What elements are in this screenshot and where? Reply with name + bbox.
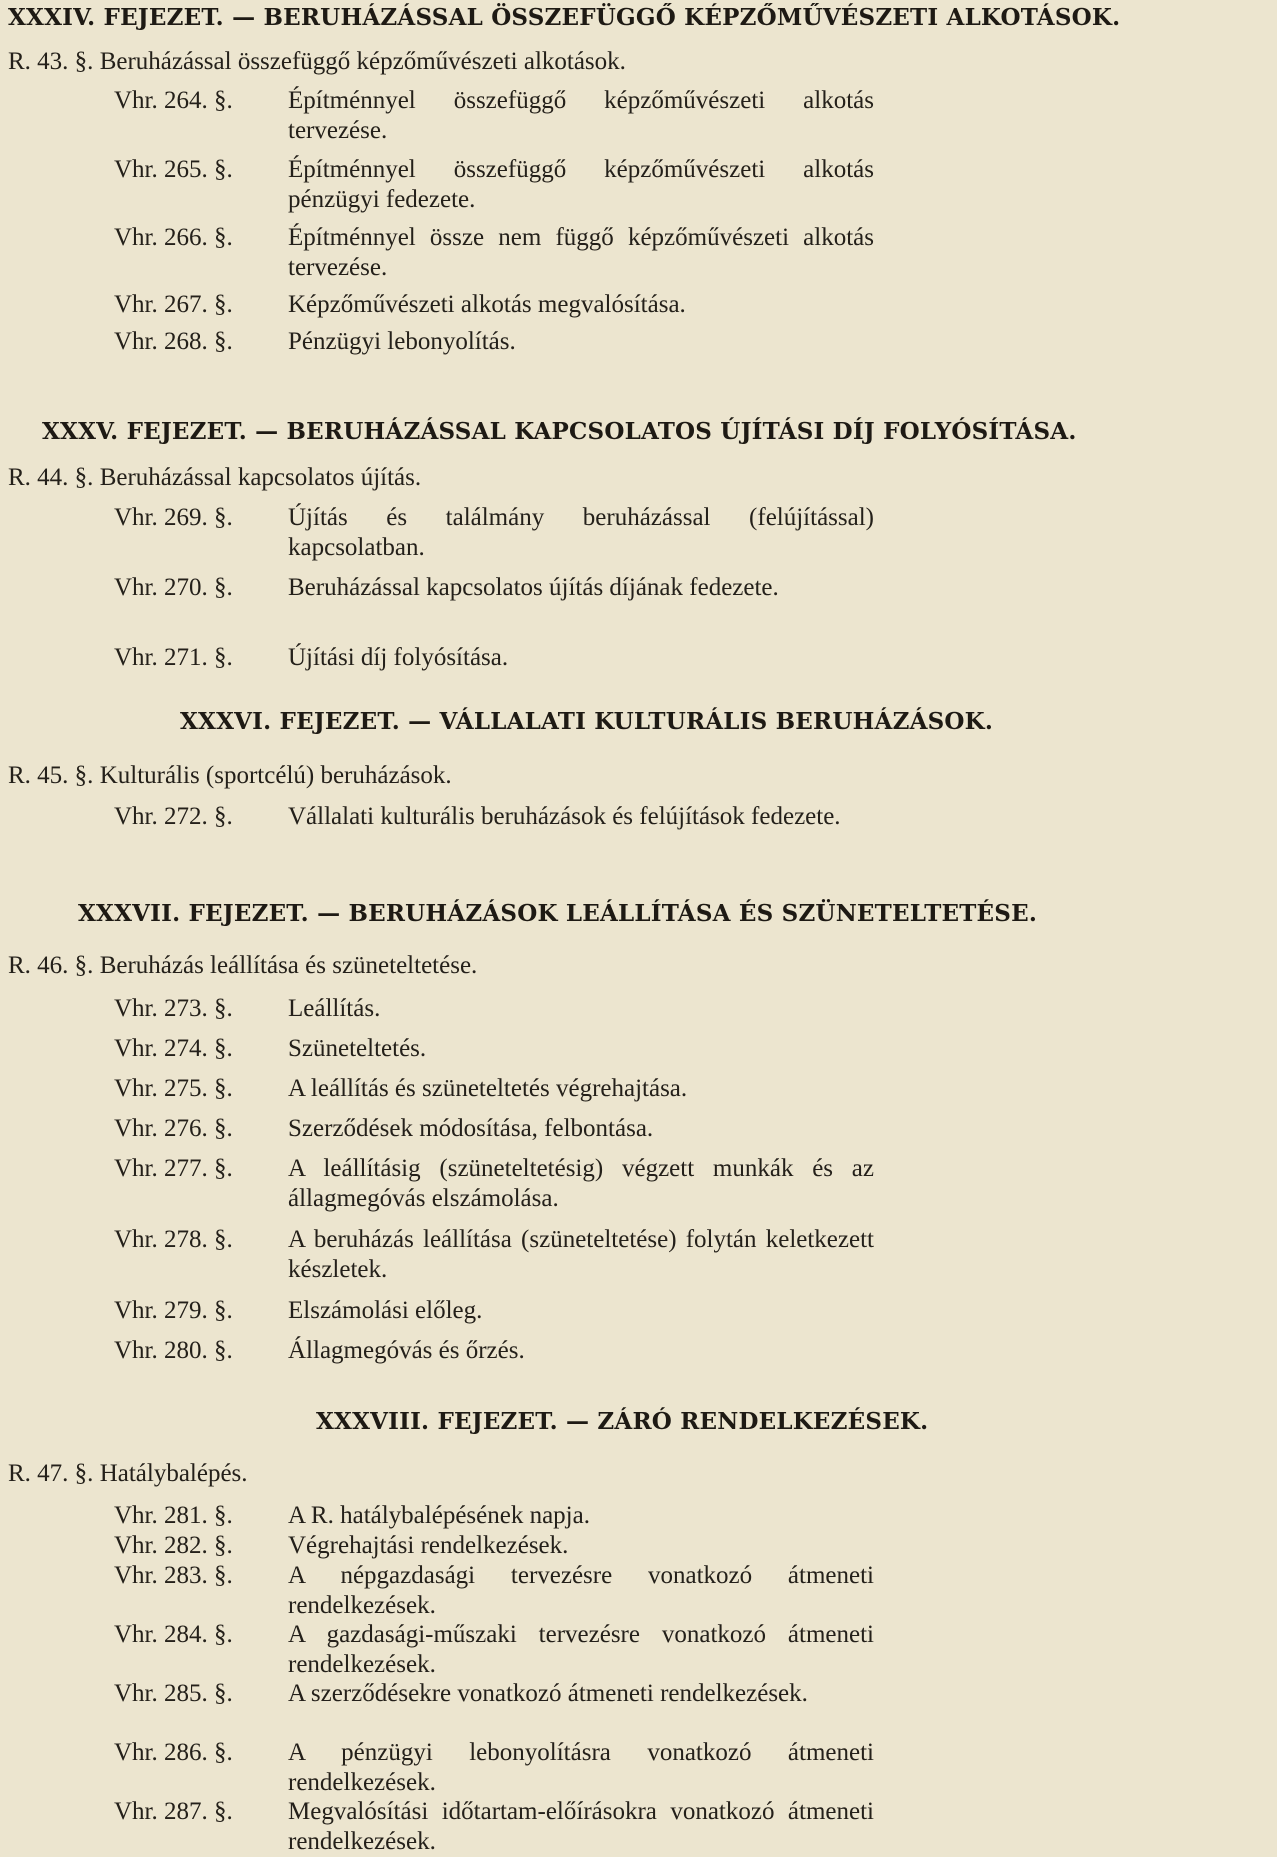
vhr-text: A szerződésekre vonatkozó átmeneti rendelkezések. — [288, 1680, 808, 1707]
vhr-item — [114, 1225, 874, 1285]
vhr-ref: Vhr. 267. §. — [114, 291, 233, 318]
vhr-ref: Vhr. 279. §. — [114, 1297, 233, 1324]
vhr-ref: Vhr. 280. §. — [114, 1337, 233, 1364]
vhr-ref: Vhr. 272. §. — [114, 803, 233, 830]
chapter-heading: XXXIV. FEJEZET. — BERUHÁZÁSSAL ÖSSZEFÜGGŐ KÉPZŐMŰVÉSZETI ALKOTÁSOK. — [8, 4, 1121, 31]
chapter-heading: XXXVIII. FEJEZET. — ZÁRÓ RENDELKEZÉSEK. — [316, 1408, 929, 1435]
vhr-ref: Vhr. 271. §. — [114, 644, 233, 671]
vhr-item — [114, 1738, 874, 1798]
vhr-text: A gazdasági-műszaki tervezésre vonatkozó átmeneti rendelkezések. — [288, 1621, 874, 1678]
vhr-ref: Vhr. 274. §. — [114, 1035, 233, 1062]
vhr-item — [114, 1074, 874, 1104]
vhr-item — [114, 573, 874, 603]
vhr-ref: Vhr. 273. §. — [114, 995, 233, 1022]
vhr-text: A leállításig (szüneteltetésig) végzett munkák és az állagmegóvás elszámolása. — [288, 1155, 874, 1212]
r-paragraph — [8, 48, 626, 76]
vhr-text: A R. hatálybalépésének napja. — [288, 1502, 590, 1529]
r-title: Hatálybalépés. — [99, 1460, 248, 1487]
vhr-ref: Vhr. 268. §. — [114, 328, 233, 355]
r-ref: R. 45. §. — [8, 762, 94, 789]
r-ref: R. 46. §. — [8, 952, 94, 979]
vhr-text: Képzőművészeti alkotás megvalósítása. — [288, 291, 686, 318]
r-title: Beruházás leállítása és szüneteltetése. — [99, 952, 478, 979]
vhr-text: Újítási díj folyósítása. — [288, 644, 509, 671]
r-ref: R. 47. §. — [8, 1460, 94, 1487]
vhr-item — [114, 1336, 874, 1366]
vhr-ref: Vhr. 275. §. — [114, 1075, 233, 1102]
vhr-text: Szerződések módosítása, felbontása. — [288, 1115, 654, 1142]
vhr-text: Építménnyel összefüggő képzőművészeti alkotás pénzügyi fedezete. — [288, 156, 874, 213]
vhr-text: Elszámolási előleg. — [288, 1297, 483, 1324]
vhr-text: A pénzügyi lebonyolításra vonatkozó átmeneti rendelkezések. — [288, 1739, 874, 1796]
vhr-item — [114, 802, 874, 832]
vhr-text: A leállítás és szüneteltetés végrehajtása. — [288, 1075, 688, 1102]
vhr-ref: Vhr. 264. §. — [114, 87, 233, 114]
vhr-ref: Vhr. 284. §. — [114, 1621, 233, 1648]
vhr-item — [114, 1797, 874, 1857]
vhr-item — [114, 223, 874, 283]
vhr-item — [114, 503, 874, 563]
vhr-item — [114, 327, 874, 357]
vhr-ref: Vhr. 283. §. — [114, 1562, 233, 1589]
r-paragraph — [8, 762, 452, 790]
vhr-item — [114, 1561, 874, 1621]
vhr-ref: Vhr. 269. §. — [114, 504, 233, 531]
vhr-item — [114, 1501, 874, 1531]
vhr-text: Építménnyel össze nem függő képzőművészeti alkotás tervezése. — [288, 224, 874, 281]
r-paragraph — [8, 464, 421, 492]
vhr-item — [114, 1620, 874, 1680]
vhr-ref: Vhr. 286. §. — [114, 1739, 233, 1766]
r-ref: R. 43. §. — [8, 48, 94, 75]
chapter-heading: XXXV. FEJEZET. — BERUHÁZÁSSAL KAPCSOLATOS ÚJÍTÁSI DÍJ FOLYÓSÍTÁSA. — [42, 418, 1077, 445]
r-title: Kulturális (sportcélú) beruházások. — [99, 762, 452, 789]
vhr-item — [114, 155, 874, 215]
chapter-heading: XXXVII. FEJEZET. — BERUHÁZÁSOK LEÁLLÍTÁSA ÉS SZÜNETELTETÉSE. — [78, 900, 1038, 927]
vhr-ref: Vhr. 265. §. — [114, 156, 233, 183]
vhr-item — [114, 643, 874, 673]
vhr-item — [114, 1296, 874, 1326]
vhr-item — [114, 290, 874, 320]
r-paragraph — [8, 1460, 248, 1488]
r-ref: R. 44. §. — [8, 464, 94, 491]
r-title: Beruházással kapcsolatos újítás. — [99, 464, 422, 491]
r-paragraph — [8, 952, 477, 980]
vhr-text: Vállalati kulturális beruházások és felújítások fedezete. — [288, 803, 841, 830]
vhr-ref: Vhr. 276. §. — [114, 1115, 233, 1142]
vhr-item — [114, 1114, 874, 1144]
vhr-text: Építménnyel összefüggő képzőművészeti alkotás tervezése. — [288, 87, 874, 144]
vhr-text: A beruházás leállítása (szüneteltetése) folytán keletkezett készletek. — [288, 1226, 874, 1283]
vhr-ref: Vhr. 285. §. — [114, 1680, 233, 1707]
vhr-item — [114, 1034, 874, 1064]
vhr-text: Állagmegóvás és őrzés. — [288, 1337, 525, 1364]
vhr-item — [114, 1679, 874, 1709]
vhr-ref: Vhr. 281. §. — [114, 1502, 233, 1529]
vhr-ref: Vhr. 287. §. — [114, 1798, 233, 1825]
vhr-ref: Vhr. 282. §. — [114, 1532, 233, 1559]
vhr-text: Leállítás. — [288, 995, 381, 1022]
vhr-text: Újítás és találmány beruházással (felújítással) kapcsolatban. — [288, 504, 874, 561]
vhr-text: A népgazdasági tervezésre vonatkozó átmeneti rendelkezések. — [288, 1562, 874, 1619]
vhr-ref: Vhr. 277. §. — [114, 1155, 233, 1182]
vhr-text: Szüneteltetés. — [288, 1035, 427, 1062]
vhr-ref: Vhr. 266. §. — [114, 224, 233, 251]
vhr-text: Beruházással kapcsolatos újítás díjának fedezete. — [288, 574, 779, 601]
vhr-item — [114, 994, 874, 1024]
vhr-item — [114, 1154, 874, 1214]
r-title: Beruházással összefüggő képzőművészeti alkotások. — [99, 48, 626, 75]
vhr-ref: Vhr. 278. §. — [114, 1226, 233, 1253]
vhr-text: Pénzügyi lebonyolítás. — [288, 328, 516, 355]
chapter-heading: XXXVI. FEJEZET. — VÁLLALATI KULTURÁLIS BERUHÁZÁSOK. — [180, 708, 994, 735]
vhr-ref: Vhr. 270. §. — [114, 574, 233, 601]
vhr-item — [114, 86, 874, 146]
vhr-text: Megvalósítási időtartam-előírásokra vonatkozó átmeneti rendelkezések. — [288, 1798, 874, 1855]
vhr-item — [114, 1531, 874, 1561]
vhr-text: Végrehajtási rendelkezések. — [288, 1532, 569, 1559]
